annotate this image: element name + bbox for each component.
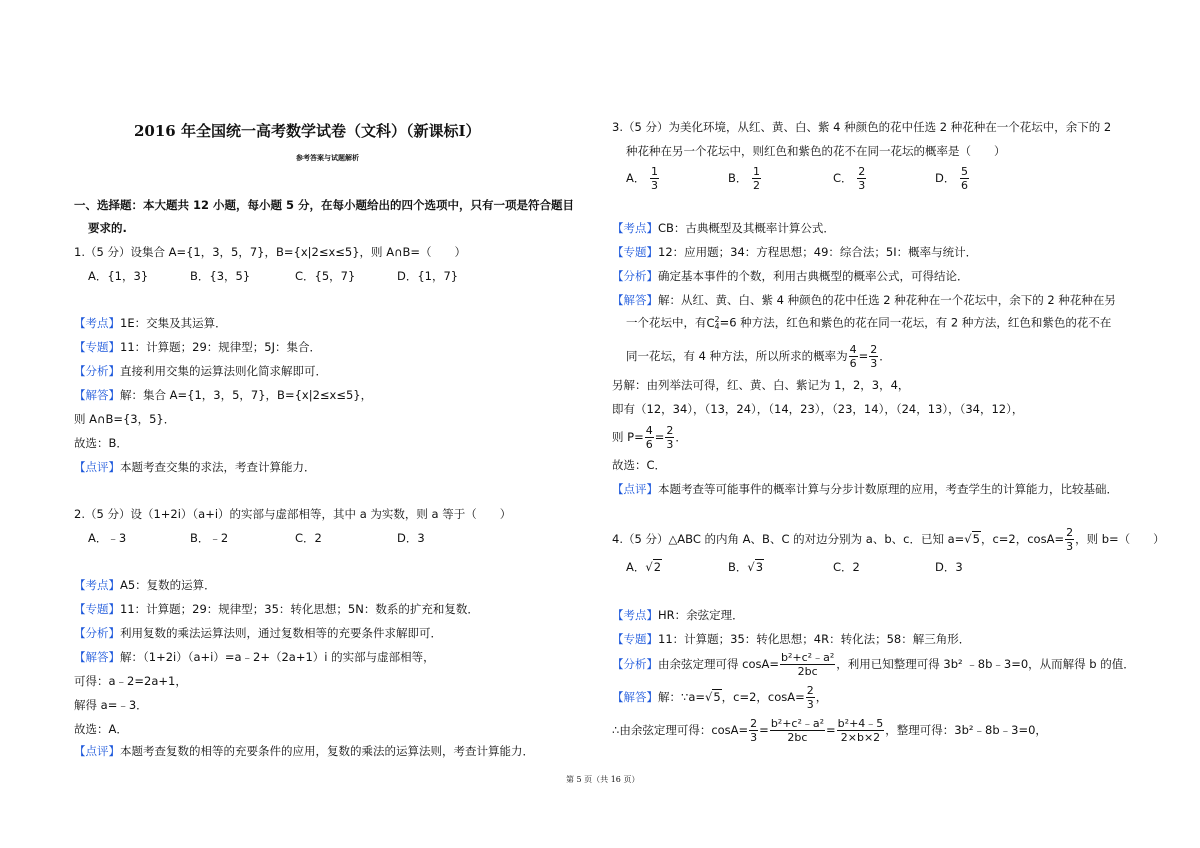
q2-kaodian: 【考点】A5：复数的运算． [74,578,216,592]
q3-option-c: C． $\frac{2}{3}$ [833,165,866,192]
tag-jieda: 【解答】 [74,388,120,402]
q2-jieda-line3: 解得 a=﹣3． [74,698,148,712]
q3-option-a: A． $\frac{1}{3}$ [626,165,659,192]
q2-option-d: D．3 [397,531,425,545]
q4-stem: 4.（5 分）△ABC 的内角 A、B、C 的对边分别为 a、b、c．已知 a=√5，c=2，cosA= $\frac{2}{3}$ ，则 b=（ ） [612,526,1165,553]
q1-option-b: B．{3，5} [190,269,251,283]
q1-kaodian: 【考点】1E：交集及其运算． [74,316,227,330]
q1-jieda-line2: 则 A∩B={3，5}． [74,412,176,426]
q2-stem: 2.（5 分）设（1+2i）（a+i）的实部与虚部相等，其中 a 为实数，则 a 等于（ ） [74,507,512,521]
page-subtitle: 参考答案与试题解析 [296,154,359,162]
q3-option-c-frac: $\frac{2}{3}$ [858,165,866,192]
q3-option-a-frac: $\frac{1}{3}$ [651,165,659,192]
q1-zhuanti: 【专题】11：计算题；29：规律型；5J：集合． [74,340,321,354]
tag-fenxi: 【分析】 [74,364,120,378]
page-footer: 第 5 页（共 16 页） [566,775,640,784]
q4-fenxi: 【分析】由余弦定理可得 cosA= $\frac{\text{b²+c²﹣a²}}{2bc}$ ，利用已知整理可得 3b² ﹣8b﹣3=0，从而解得 b 的值． [612,651,1135,678]
q1-option-a: A．{1，3} [88,269,149,283]
q3-stem-line2: 种花种在另一个花坛中，则红色和紫色的花不在同一花坛的概率是（ ） [626,144,1006,158]
q3-jieda: 【解答】解：从红、黄、白、紫 4 种颜色的花中任选 2 种花种在一个花坛中，余下的 2 种花种在另 [612,293,1116,307]
sqrt-symbol: √5 [964,531,980,546]
q2-option-a: A．﹣3 [88,531,127,545]
tag-kaodian: 【考点】 [74,316,120,330]
tag-zhuanti: 【专题】 [74,340,120,354]
q3-option-d: D． $\frac{5}{6}$ [935,165,969,192]
q3-fenxi: 【分析】确定基本事件的个数，利用古典概型的概率公式，可得结论． [612,269,969,283]
q2-zhuanti: 【专题】11：计算题；29：规律型；35：转化思想；5N：数系的扩充和复数． [74,602,479,616]
q1-option-d: D．{1，7} [397,269,459,283]
q3-jieda-line3: 同一花坛，有 4 种方法，所以所求的概率为 $\frac{4}{6}$ = $\frac{2}{3}$ ． [626,343,891,370]
sqrt-symbol: √3 [747,560,764,574]
q3-zhuanti: 【专题】12：应用题；34：方程思想；49：综合法；5I：概率与统计． [612,245,978,259]
q4-kaodian: 【考点】HR：余弦定理． [612,608,744,622]
q1-stem: 1.（5 分）设集合 A={1，3，5，7}，B={x|2≤x≤5}，则 A∩B=（ ） [74,245,467,259]
q3-option-d-frac: $\frac{5}{6}$ [961,165,969,192]
q1-jieda: 【解答】解：集合 A={1，3，5，7}，B={x|2≤x≤5}， [74,388,373,402]
q2-option-b: B．﹣2 [190,531,229,545]
q3-line6: 则 P= $\frac{4}{6}$ = $\frac{2}{3}$ ． [612,424,687,451]
q2-jieda-line2: 可得：a﹣2=2a+1， [74,674,187,688]
q3-option-b: B． $\frac{1}{2}$ [728,165,761,192]
q2-jieda-line4: 故选：A． [74,722,128,736]
q1-option-c: C．{5，7} [295,269,356,283]
q2-jieda: 【解答】解：（1+2i）（a+i）=a﹣2+（2a+1）i 的实部与虚部相等， [74,650,435,664]
section-heading-line2: 要求的. [88,221,127,235]
q3-dianping: 【点评】本题考查等可能事件的概率计算与分步计数原理的应用，考查学生的计算能力，比较基础． [612,482,1118,496]
q3-line7: 故选：C． [612,458,667,472]
q3-kaodian: 【考点】CB：古典概型及其概率计算公式． [612,221,835,235]
combination-symbol: C 2 4 [706,315,720,332]
q4-jieda-line2: ∴由余弦定理可得：cosA= $\frac{2}{3}$ = $\frac{\text{b²+c²﹣a²}}{2bc}$ = $\frac{\text{b²+4﹣5}}{2\times b\times 2}$ ，整理可得：3b²﹣8b﹣3=0， [612,717,1047,744]
q2-dianping: 【点评】本题考查复数的相等的充要条件的应用，复数的乘法的运算法则，考查计算能力． [74,744,534,758]
sqrt-symbol: √5 [705,689,721,704]
q2-fenxi: 【分析】利用复数的乘法运算法则，通过复数相等的充要条件求解即可． [74,626,442,640]
q3-jieda-line2: 一个花坛中，有C 2 4 =6 种方法，红色和紫色的花在同一花坛，有 2 种方法，红色和紫色的花不在 [626,315,1112,332]
q1-jieda-line3: 故选：B． [74,436,128,450]
q3-line4: 另解：由列举法可得，红、黄、白、紫记为 1，2，3，4， [612,378,910,392]
q4-jieda: 【解答】解：∵a=√5，c=2，cosA= $\frac{2}{3}$ ， [612,684,828,711]
q2-option-c: C．2 [295,531,322,545]
q4-zhuanti: 【专题】11：计算题；35：转化思想；4R：转化法；58：解三角形． [612,632,971,646]
sqrt-symbol: √2 [645,560,662,574]
tag-dianping: 【点评】 [74,460,120,474]
q4-option-a: A．√2 [626,560,662,574]
q4-option-d: D．3 [935,560,963,574]
q3-line5: 即有（12，34），（13，24），（14，23），（23，14），（24，13），（34，12）， [612,402,1024,416]
q3-stem-line1: 3.（5 分）为美化环境，从红、黄、白、紫 4 种颜色的花中任选 2 种花种在一个花坛中，余下的 2 [612,120,1112,134]
q1-dianping: 【点评】本题考查交集的求法，考查计算能力． [74,460,316,474]
page-title: 2016 年全国统一高考数学试卷（文科）（新课标Ⅰ） [134,122,481,140]
q4-option-c: C．2 [833,560,860,574]
q3-option-b-frac: $\frac{1}{2}$ [753,165,761,192]
q4-option-b: B．√3 [728,560,764,574]
q1-fenxi: 【分析】直接利用交集的运算法则化简求解即可． [74,364,327,378]
section-heading-line1: 一、选择题：本大题共 12 小题，每小题 5 分，在每小题给出的四个选项中，只有一项是符合题目 [74,198,575,212]
